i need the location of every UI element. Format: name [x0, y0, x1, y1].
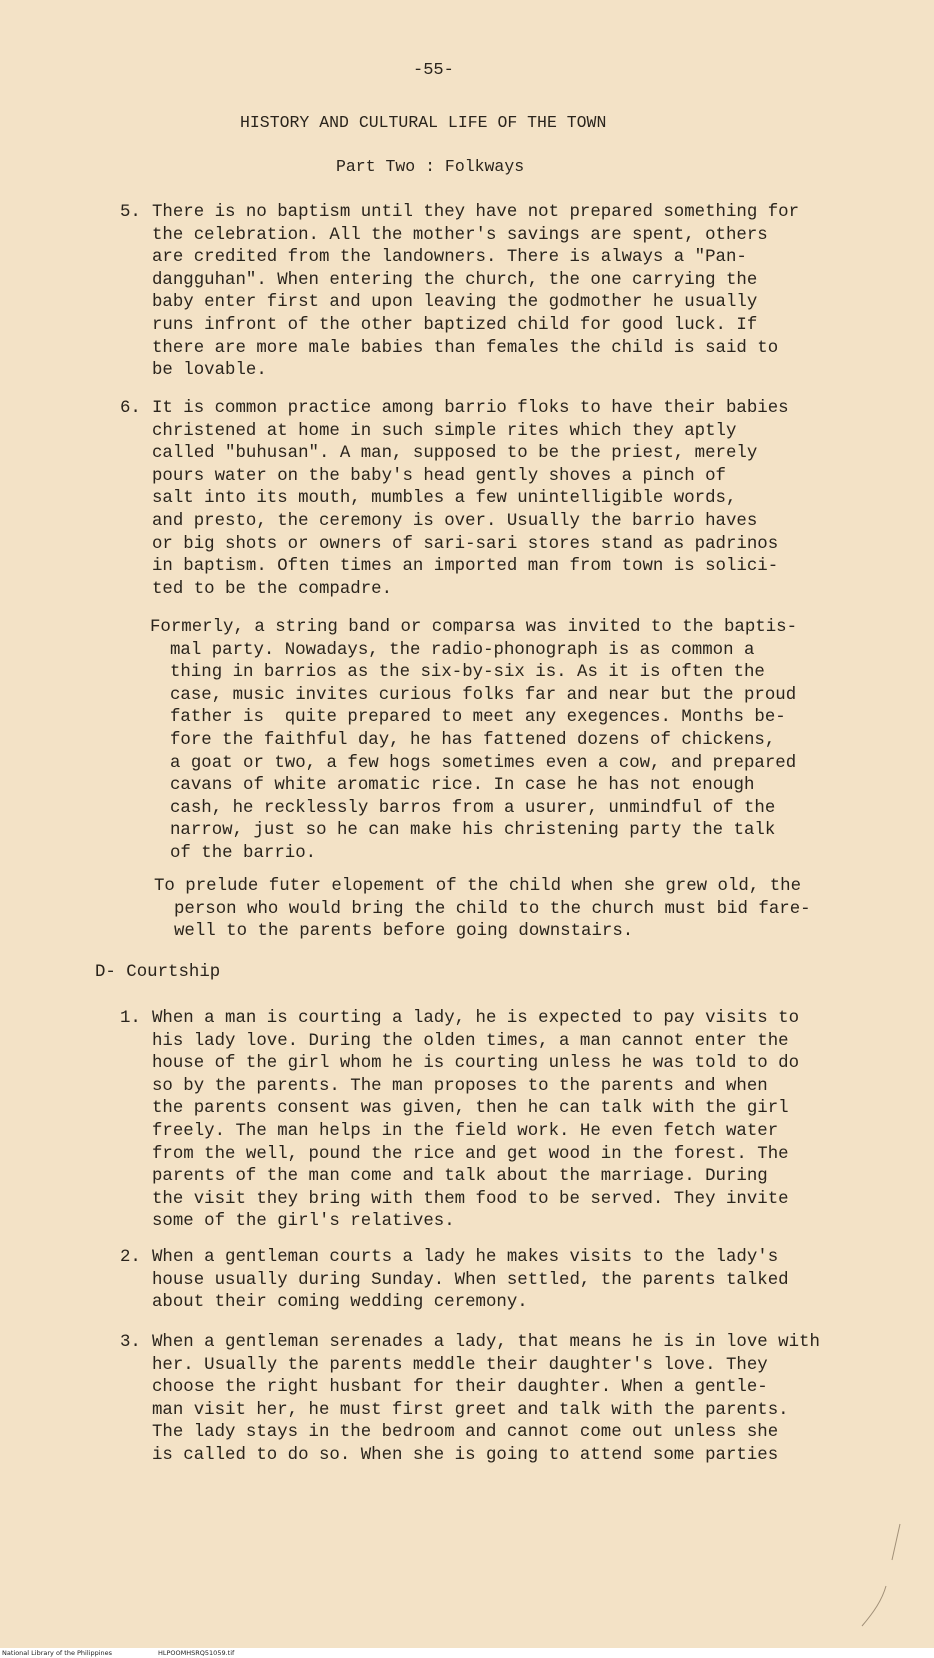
- text-line: thing in barrios as the six-by-six is. As it is often the: [170, 663, 765, 683]
- text-line: some of the girl's relatives.: [152, 1212, 455, 1232]
- section-heading: D- Courtship: [95, 963, 221, 982]
- text-line: are credited from the landowners. There is always a "Pan-: [152, 248, 747, 268]
- text-line: When a man is courting a lady, he is expected to pay visits to: [152, 1009, 800, 1028]
- pencil-mark-icon: [852, 1520, 912, 1640]
- text-line: To prelude futer elopement of the child when she grew old, the: [154, 877, 802, 896]
- text-line: about their coming wedding ceremony.: [152, 1293, 528, 1313]
- page-number: -55-: [413, 61, 454, 80]
- text-line: the visit they bring with them food to be served. They invite: [152, 1189, 789, 1209]
- text-line: man visit her, he must first greet and talk with the parents.: [152, 1400, 789, 1420]
- text-line: person who would bring the child to the church must bid fare-: [174, 899, 811, 919]
- text-line: the parents consent was given, then he can talk with the girl: [152, 1099, 789, 1119]
- list-item-text: [152, 1247, 789, 1315]
- text-line: fore the faithful day, he has fattened dozens of chickens,: [170, 730, 776, 750]
- text-line: christened at home in such simple rites which they aptly: [152, 421, 737, 441]
- text-line: baby enter first and upon leaving the godmother he usually: [152, 293, 758, 313]
- text-line: is called to do so. When she is going to attend some parties: [152, 1445, 779, 1465]
- page-subtitle: Part Two : Folkways: [336, 157, 525, 176]
- text-line: freely. The man helps in the field work. He even fetch water: [152, 1121, 779, 1141]
- text-line: There is no baptism until they have not prepared something for: [152, 203, 800, 222]
- text-line: pours water on the baby's head gently shoves a pinch of: [152, 466, 726, 486]
- text-line: from the well, pound the rice and get wood in the forest. The: [152, 1144, 789, 1164]
- text-line: and presto, the ceremony is over. Usually the barrio haves: [152, 511, 758, 531]
- text-line: there are more male babies than females the child is said to: [152, 338, 779, 358]
- page-title: HISTORY AND CULTURAL LIFE OF THE TOWN: [240, 113, 607, 132]
- text-line: It is common practice among barrio floks to have their babies: [152, 399, 789, 418]
- text-line: parents of the man come and talk about the marriage. During: [152, 1167, 768, 1187]
- text-line: runs infront of the other baptized child for good luck. If: [152, 315, 758, 335]
- text-line: of the barrio.: [170, 843, 317, 863]
- text-line: a goat or two, a few hogs sometimes even a cow, and prepared: [170, 753, 797, 773]
- text-line: house of the girl whom he is courting unless he was told to do: [152, 1054, 800, 1074]
- list-item-text: [152, 398, 789, 601]
- text-line: choose the right husbant for their daughter. When a gentle-: [152, 1378, 768, 1398]
- list-item-number: 5.: [120, 203, 141, 222]
- text-line: Formerly, a string band or comparsa was invited to the baptis-: [150, 618, 798, 637]
- text-line: ted to be the compadre.: [152, 579, 393, 599]
- text-line: the celebration. All the mother's savings are spent, others: [152, 225, 768, 245]
- text-line: so by the parents. The man proposes to the parents and when: [152, 1076, 768, 1096]
- text-line: cash, he recklessly barros from a usurer, unmindful of the: [170, 798, 776, 818]
- text-line: The lady stays in the bedroom and cannot come out unless she: [152, 1423, 779, 1443]
- text-line: When a gentleman courts a lady he makes visits to the lady's: [152, 1248, 779, 1267]
- list-item-number: 2.: [120, 1248, 141, 1267]
- text-line: called "buhusan". A man, supposed to be the priest, merely: [152, 444, 758, 464]
- paragraph-formerly: [150, 617, 797, 866]
- list-item-text: [152, 1332, 820, 1468]
- footer-file-id: HLPOOMHSRQ51059.tif: [158, 1649, 235, 1657]
- list-item-text: [152, 202, 799, 383]
- text-line: father is quite prepared to meet any exegences. Months be-: [170, 708, 786, 728]
- list-item-number: 1.: [120, 1009, 141, 1028]
- text-line: When a gentleman serenades a lady, that means he is in love with: [152, 1333, 820, 1352]
- text-line: house usually during Sunday. When settled, the parents talked: [152, 1270, 789, 1290]
- text-line: dangguhan". When entering the church, the one carrying the: [152, 270, 758, 290]
- text-line: his lady love. During the olden times, a man cannot enter the: [152, 1031, 789, 1051]
- text-line: narrow, just so he can make his christening party the talk: [170, 821, 776, 841]
- text-line: in baptism. Often times an imported man from town is solici-: [152, 557, 779, 577]
- scan-footer: [0, 1648, 934, 1658]
- text-line: salt into its mouth, mumbles a few unintelligible words,: [152, 489, 737, 509]
- text-line: cavans of white aromatic rice. In case he has not enough: [170, 776, 755, 796]
- text-line: be lovable.: [152, 361, 267, 381]
- text-line: case, music invites curious folks far and near but the proud: [170, 685, 797, 705]
- list-item-number: 6.: [120, 399, 141, 418]
- text-line: her. Usually the parents meddle their daughter's love. They: [152, 1355, 768, 1375]
- text-line: well to the parents before going downstairs.: [174, 922, 634, 942]
- text-line: or big shots or owners of sari-sari stores stand as padrinos: [152, 534, 779, 554]
- paragraph-elopement: [154, 876, 811, 944]
- text-line: mal party. Nowadays, the radio-phonograph is as common a: [170, 640, 755, 660]
- list-item-text: [152, 1008, 799, 1234]
- list-item-number: 3.: [120, 1333, 141, 1352]
- footer-institution: National Library of the Philippines: [2, 1649, 113, 1657]
